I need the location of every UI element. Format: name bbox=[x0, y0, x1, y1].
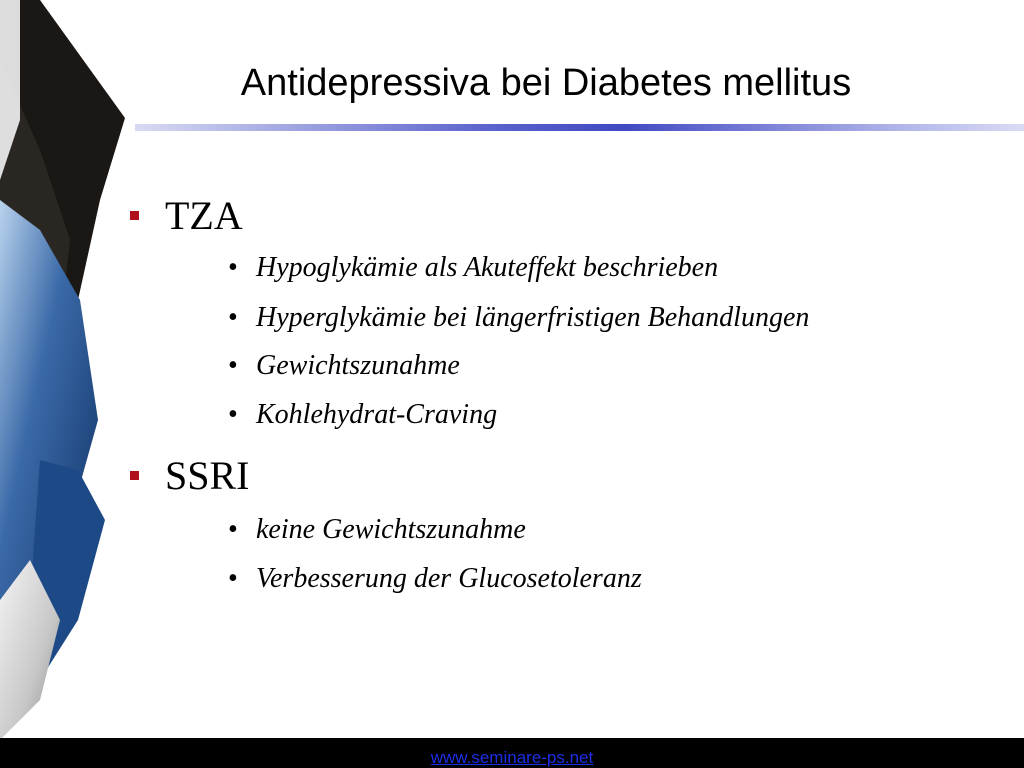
dot-bullet-icon: • bbox=[228, 252, 238, 283]
list-item-text: Hypoglykämie als Akuteffekt beschrieben bbox=[256, 252, 719, 283]
slide-title: Antidepressiva bei Diabetes mellitus bbox=[240, 62, 852, 104]
footer-bar bbox=[0, 738, 1024, 768]
bullet-level2-item bbox=[228, 252, 718, 284]
decorative-side-graphic bbox=[0, 0, 140, 740]
dot-bullet-icon: • bbox=[228, 302, 238, 333]
section-heading: TZA bbox=[165, 193, 243, 238]
dot-bullet-icon: • bbox=[228, 399, 238, 430]
bullet-level1-tza bbox=[130, 192, 243, 239]
bullet-level1-ssri bbox=[130, 452, 250, 499]
bullet-level2-item bbox=[228, 302, 809, 334]
bullet-level2-item bbox=[228, 399, 497, 431]
footer-website-link[interactable]: www.seminare-ps.net bbox=[430, 748, 594, 767]
list-item-text: Kohlehydrat-Craving bbox=[256, 399, 498, 430]
bullet-level2-item bbox=[228, 563, 642, 595]
square-bullet-icon bbox=[130, 211, 139, 220]
list-item-text: Gewichtszunahme bbox=[256, 350, 460, 381]
square-bullet-icon bbox=[130, 471, 139, 480]
bullet-level2-item bbox=[228, 350, 460, 382]
dot-bullet-icon: • bbox=[228, 514, 238, 545]
section-heading: SSRI bbox=[165, 453, 250, 498]
bullet-level2-item bbox=[228, 514, 526, 546]
dot-bullet-icon: • bbox=[228, 350, 238, 381]
list-item-text: keine Gewichtszunahme bbox=[256, 514, 526, 545]
list-item-text: Hyperglykämie bei längerfristigen Behandlungen bbox=[256, 302, 810, 333]
list-item-text: Verbesserung der Glucosetoleranz bbox=[256, 563, 642, 594]
title-underline-divider bbox=[135, 124, 1024, 131]
dot-bullet-icon: • bbox=[228, 563, 238, 594]
